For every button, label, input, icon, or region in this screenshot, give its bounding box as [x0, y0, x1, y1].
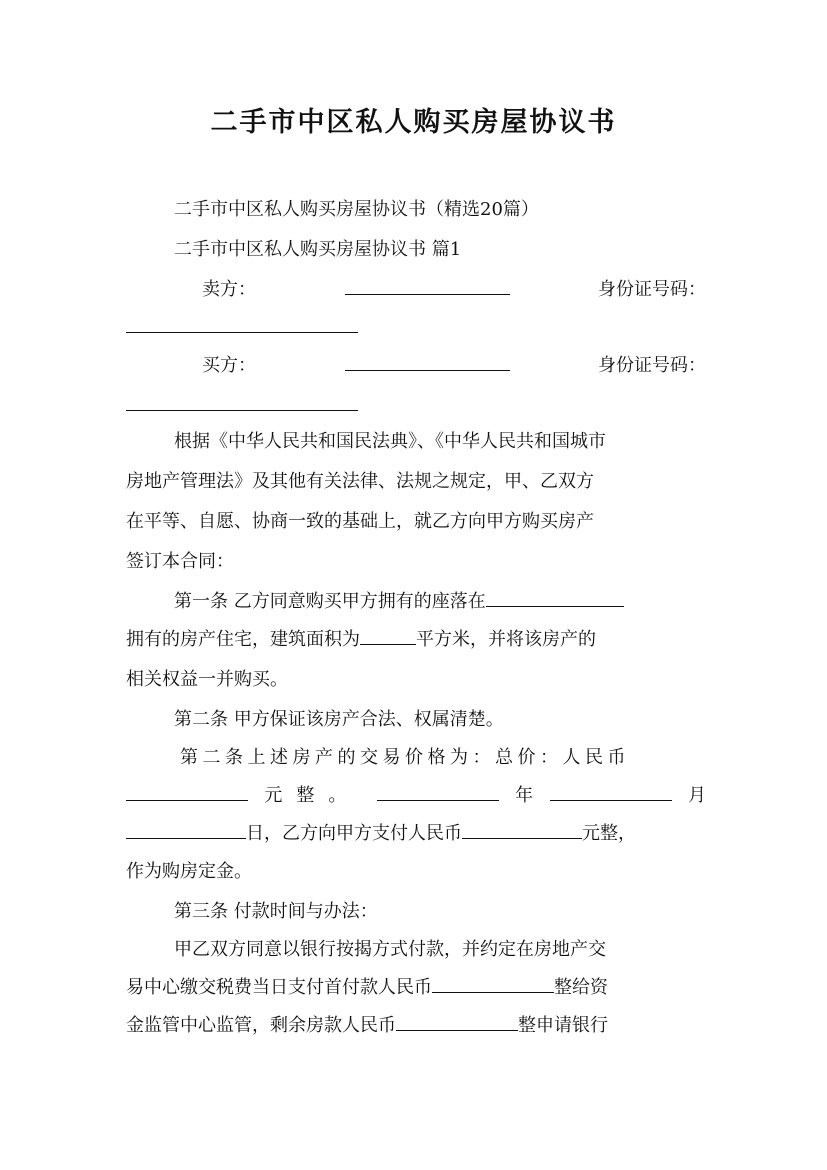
- p1-line3: 在平等、自愿、协商一致的基础上，就乙方向甲方购买房产: [126, 511, 594, 532]
- p1-line4: 签订本合同：: [126, 551, 234, 572]
- month-blank: [550, 784, 672, 801]
- article3-line2-text-a: 易中心缴交税费当日支付首付款人民币: [126, 977, 432, 998]
- seller-line: [126, 278, 706, 302]
- price-line3-text-a: 日，乙方向甲方支付人民币: [246, 823, 462, 844]
- buyer-line: [126, 354, 706, 378]
- article3-line1-text: 甲乙双方同意以银行按揭方式付款，并约定在房地产交: [174, 939, 606, 960]
- p1-line1-text: 根据《中华人民共和国民法典》、《中华人民共和国城市: [174, 431, 606, 452]
- article3-line2: [126, 976, 706, 1000]
- price-line3-text-b: 元整，: [582, 823, 636, 844]
- seller-id-blank: [126, 332, 358, 333]
- article3-heading-text: 第三条 付款时间与办法：: [174, 901, 378, 922]
- price-line3: [126, 822, 706, 846]
- subtitle-text: 二手市中区私人购买房屋协议书（精选20篇）: [174, 199, 539, 220]
- article1-line2: [126, 628, 706, 652]
- price-line1-text: 第二条上述房产的交易价格为：总价：人民币: [180, 747, 630, 768]
- part-heading: [126, 238, 706, 262]
- buyer-label: 买方：: [202, 355, 256, 376]
- article1-line2-text-b: 平方米，并将该房产的: [416, 629, 596, 650]
- down-payment-blank: [432, 976, 554, 993]
- article2-text: 第二条 甲方保证该房产合法、权属清楚。: [174, 709, 504, 730]
- seller-name-blank: [345, 278, 510, 295]
- buyer-id-label: 身份证号码：: [598, 355, 706, 376]
- document-title: 二手市中区私人购买房屋协议书: [210, 107, 617, 138]
- article3-line3-text-a: 金监管中心监管，剩余房款人民币: [126, 1015, 396, 1036]
- price-line1: [126, 746, 706, 770]
- price-amount-blank: [126, 784, 248, 801]
- year-blank: [377, 784, 499, 801]
- article2-line: [126, 708, 706, 732]
- article3-heading: [126, 900, 706, 924]
- article1-line1: [126, 590, 706, 614]
- part-heading-text: 二手市中区私人购买房屋协议书 篇1: [174, 239, 462, 260]
- article3-line3-text-b: 整申请银行: [518, 1015, 608, 1036]
- price-yuan-text: 元整。: [264, 785, 361, 806]
- deposit-blank: [462, 822, 582, 839]
- seller-id-label: 身份证号码：: [598, 279, 706, 300]
- buyer-id-blank: [126, 410, 358, 411]
- month-text: 月: [687, 785, 706, 806]
- buyer-name-blank: [345, 354, 510, 371]
- seller-label: 卖方：: [202, 279, 256, 300]
- article1-line3: 相关权益一并购买。: [126, 669, 288, 690]
- article1-line2-text-a: 拥有的房产住宅，建筑面积为: [126, 629, 360, 650]
- article1-line1-text: 第一条 乙方同意购买甲方拥有的座落在: [174, 591, 486, 612]
- article3-line2-text-b: 整给资: [554, 977, 608, 998]
- article3-line1: [126, 938, 706, 962]
- remaining-blank: [396, 1014, 518, 1031]
- price-line4: 作为购房定金。: [126, 861, 252, 882]
- p1-line1: [126, 430, 706, 454]
- price-line2: [126, 784, 706, 808]
- subtitle: [126, 198, 706, 222]
- area-blank: [360, 628, 416, 645]
- article3-line3: [126, 1014, 706, 1038]
- location-blank: [486, 590, 624, 607]
- day-blank: [126, 822, 246, 839]
- p1-line2: 房地产管理法》及其他有关法律、法规之规定，甲、乙双方: [126, 471, 594, 492]
- year-text: 年: [515, 785, 534, 806]
